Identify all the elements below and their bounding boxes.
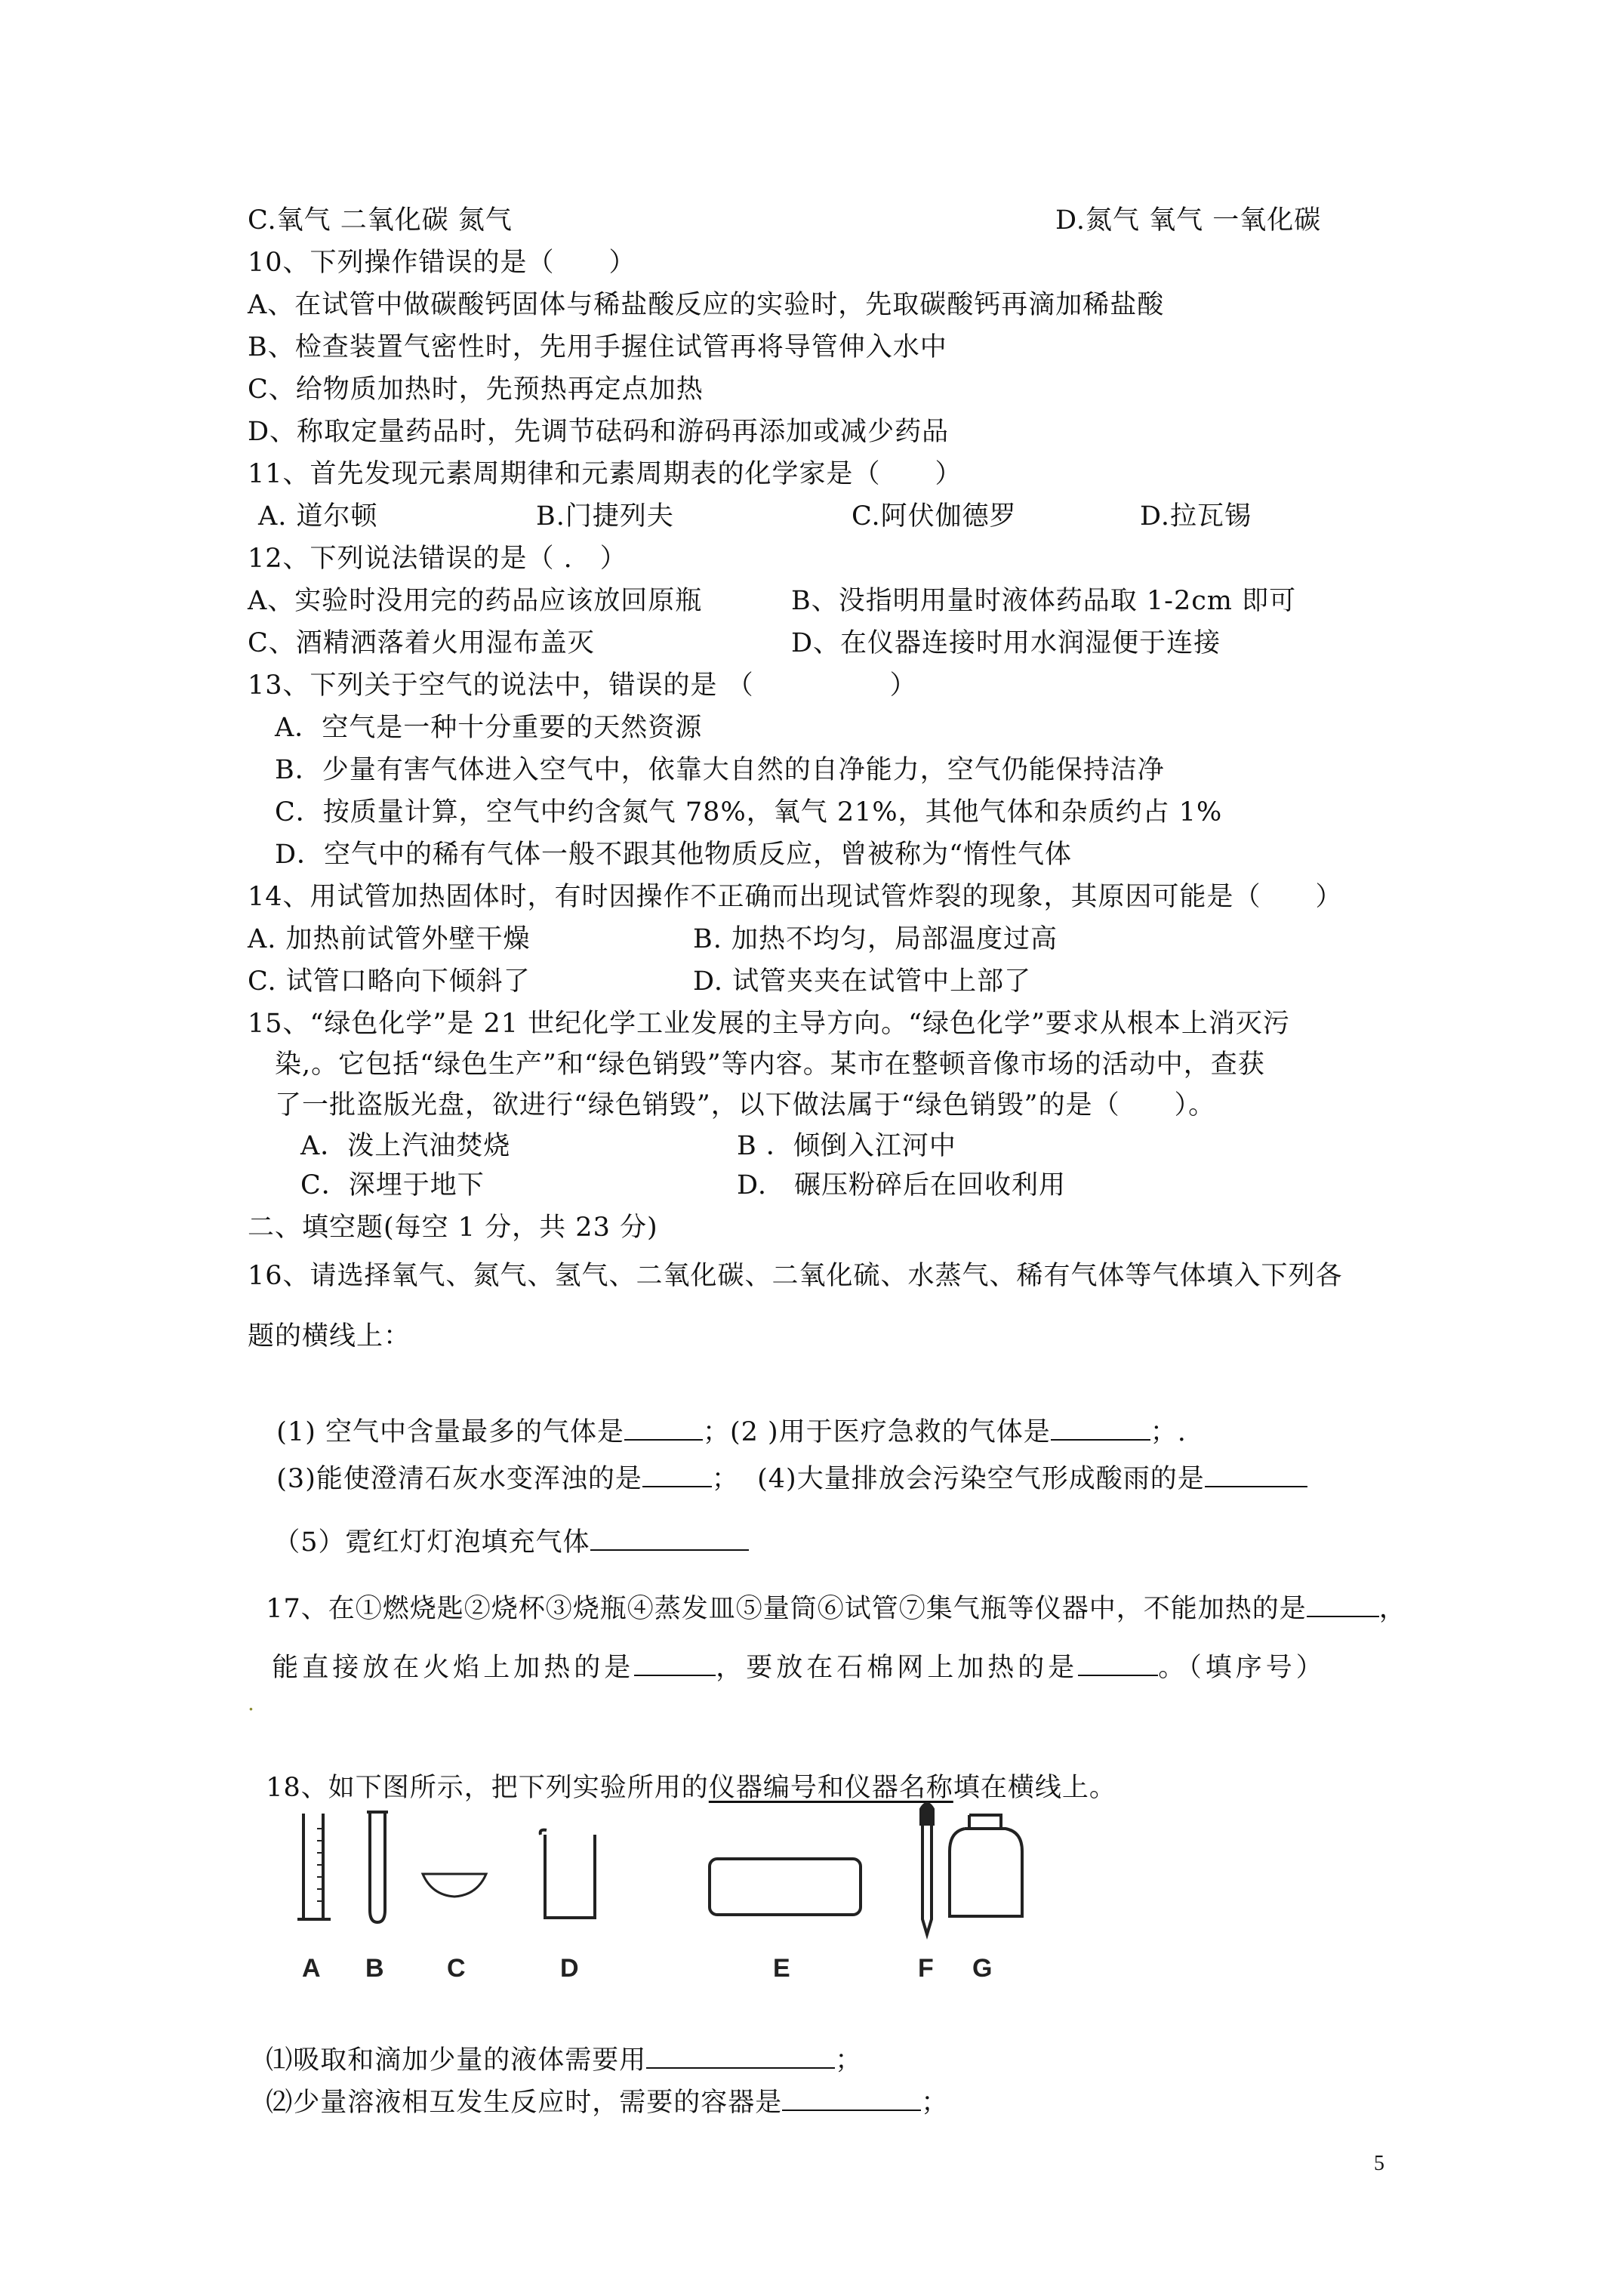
q17-stem: 17、在①燃烧匙②烧杯③烧瓶④蒸发皿⑤量筒⑥试管⑦集气瓶等仪器中，不能加热的是 [266,1594,1307,1624]
q11-option-b: B.门捷列夫 [536,501,674,532]
q17-line2 [248,1616,1326,1684]
figure-label-b: B [365,1954,384,1983]
q11-option-a: A. 道尔顿 [258,501,378,532]
apparatus-figure [288,1798,1104,1987]
q11-option-d: D.拉瓦锡 [1140,501,1252,532]
q16-p1-text: (1) 空气中含量最多的气体是 [276,1417,624,1447]
q16-p4-text: ； (4)大量排放会污染空气形成酸雨的是 [711,1464,1205,1494]
q14-option-b: B. 加热不均匀，局部温度过高 [693,924,1058,954]
q16-p5-text: （5）霓红灯灯泡填充气体 [273,1527,590,1558]
graduated-cylinder-icon [297,1814,331,1919]
section-title: 二、填空题(每空 1 分，共 23 分) [248,1213,658,1243]
q17-direct-heat-text: 能直接放在火焰上加热的是 [272,1653,635,1683]
answer-blank[interactable] [1078,1649,1158,1676]
q15-option-c: C．深埋于地下 [300,1170,485,1200]
figure-label-f: F [918,1954,934,1983]
q17-gauze-heat-text: ，要放在石棉网上加热的是 [716,1653,1079,1683]
q9-option-c: C.氧气 二氧化碳 氮气 [248,205,513,236]
q14-option-a: A. 加热前试管外壁干燥 [248,924,531,954]
q16-subq-3-4 [258,1427,1307,1496]
q16-p2-text: ；(2 )用于医疗急救的气体是 [702,1417,1051,1447]
beaker-icon [540,1830,595,1918]
answer-blank[interactable] [782,2084,921,2111]
figure-label-c: C [447,1954,466,1983]
q16-p2-end: ；. [1150,1417,1187,1447]
q12-stem: 12、下列说法错误的是（ . ） [248,544,627,574]
q13-stem: 13、下列关于空气的说法中，错误的是 （ ） [248,670,917,701]
q18-s1-end: ； [835,2045,863,2076]
q13-option-b: B．少量有害气体进入空气中，依靠大自然的自净能力，空气仍能保持洁净 [275,755,1165,785]
q11-stem: 11、首先发现元素周期律和元素周期表的化学家是（ ） [248,459,962,489]
q15-stem-line3: 了一批盗版光盘，欲进行“绿色销毁”，以下做法属于“绿色销毁”的是（ ）。 [275,1090,1216,1120]
q10-option-a: A、在试管中做碳酸钙固体与稀盐酸反应的实验时，先取碳酸钙再滴加稀盐酸 [248,290,1165,320]
q14-option-c: C. 试管口略向下倾斜了 [248,966,531,997]
q16-stem-line2: 题的横线上： [248,1321,411,1351]
q18-s2-end: ； [921,2088,949,2118]
figure-label-g: G [972,1954,993,1983]
q16-subq-5 [255,1490,749,1559]
q18-stem-post: 填在横线上。 [953,1773,1116,1803]
q18-s1-text: ⑴吸取和滴加少量的液体需要用 [266,2045,647,2076]
answer-blank[interactable] [1307,1590,1379,1617]
water-trough-icon [710,1859,861,1915]
gas-jar-icon [950,1815,1022,1916]
q13-option-c: C．按质量计算，空气中约含氮气 78%，氧气 21%，其他气体和杂质约占 1% [275,797,1223,827]
answer-blank[interactable] [1205,1460,1307,1487]
q15-option-a: A．泼上汽油焚烧 [300,1131,511,1161]
q18-stem-underlined: 仪器编号和仪器名称 [708,1773,953,1803]
stray-dot: . [248,1690,255,1715]
q12-option-a: A、实验时没用完的药品应该放回原瓶 [248,586,703,616]
test-tube-icon [367,1812,388,1922]
q18-stem-pre: 18、如下图所示，把下列实验所用的 [266,1773,709,1803]
figure-label-d: D [560,1954,579,1983]
dropper-icon [921,1804,933,1934]
q10-option-b: B、检查装置气密性时，先用手握住试管再将导管伸入水中 [248,332,947,362]
q10-option-d: D、称取定量药品时，先调节砝码和游码再添加或减少药品 [248,417,950,447]
q18-subq-2 [248,2051,948,2119]
q14-stem: 14、用试管加热固体时，有时因操作不正确而出现试管炸裂的现象，其原因可能是（ ） [248,882,1343,912]
q16-p3-text: (3)能使澄清石灰水变浑浊的是 [276,1464,642,1494]
figure-label-a: A [302,1954,321,1983]
q13-option-d: D．空气中的稀有气体一般不跟其他物质反应，曾被称为“惰性气体 [275,840,1072,870]
answer-blank[interactable] [590,1524,749,1551]
q12-option-c: C、酒精洒落着火用湿布盖灭 [248,628,595,658]
q15-option-d: D. 碾压粉碎后在回收利用 [737,1170,1066,1200]
q11-option-c: C.阿伏伽德罗 [852,501,1017,532]
q16-stem-line1: 16、请选择氧气、氮气、氢气、二氧化碳、二氧化硫、水蒸气、稀有气体等气体填入下列各 [248,1261,1343,1291]
evaporating-dish-icon [423,1874,486,1897]
figure-label-e: E [773,1954,790,1983]
q12-option-b: B、没指明用量时液体药品取 1-2cm 即可 [791,586,1297,616]
q15-option-b: B ．倾倒入江河中 [737,1131,956,1161]
q9-option-d: D.氮气 氧气 一氧化碳 [1055,205,1322,236]
q13-option-a: A．空气是一种十分重要的天然资源 [275,713,703,743]
page-number: 5 [1374,2152,1384,2175]
q12-option-d: D、在仪器连接时用水润湿便于连接 [791,628,1221,658]
answer-blank[interactable] [634,1649,716,1676]
answer-blank[interactable] [642,1460,712,1487]
q17-comma: ， [1378,1594,1406,1624]
q14-option-d: D. 试管夹夹在试管中上部了 [693,966,1032,997]
q10-stem: 10、下列操作错误的是（ ） [248,248,636,278]
q17-end: 。（填序号） [1158,1653,1326,1683]
q10-option-c: C、给物质加热时，先预热再定点加热 [248,374,704,405]
q18-stem [248,1738,1116,1804]
q18-s2-text: ⑵少量溶液相互发生反应时，需要的容器是 [266,2088,783,2118]
q15-stem-line1: 15、“绿色化学”是 21 世纪化学工业发展的主导方向。“绿色化学”要求从根本上消灭污 [248,1009,1290,1039]
q15-stem-line2: 染,。它包括“绿色生产”和“绿色销毁”等内容。某市在整顿音像市场的活动中，查获 [275,1049,1265,1080]
